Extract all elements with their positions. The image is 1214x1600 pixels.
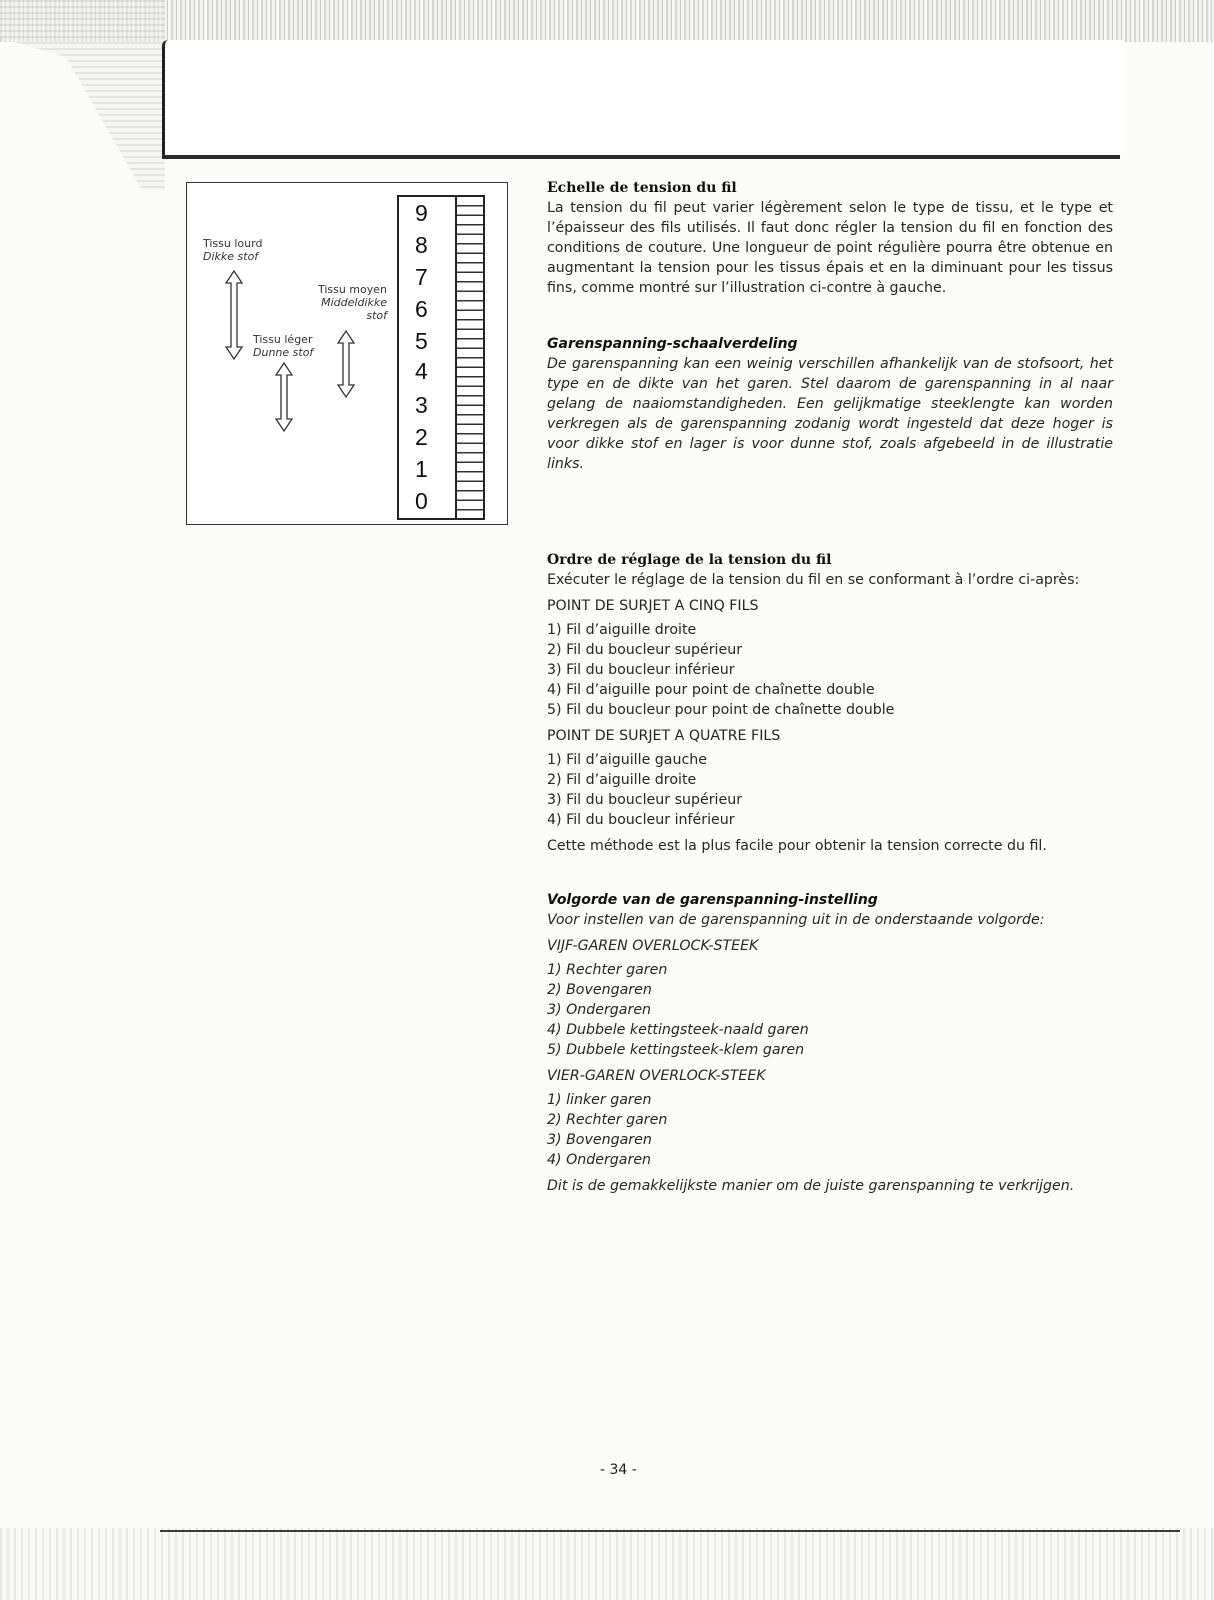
label-light-fabric (253, 333, 313, 359)
footer-rule (160, 1530, 1180, 1532)
heavy-double-arrow-icon (223, 269, 245, 361)
section-adjust-order-nl (547, 890, 1113, 1200)
list-item: 4) Fil d’aiguille pour point de chaînette double (547, 682, 875, 698)
list-item: 1) linker garen (547, 1092, 652, 1108)
list-item: 2) Bovengaren (547, 982, 652, 998)
scale-number-1: 1 (415, 456, 428, 482)
page-number: - 34 - (600, 1462, 637, 1478)
light-double-arrow-icon (273, 361, 295, 433)
label-medium-nl-1: Middeldikke (321, 296, 387, 309)
scale-number-3: 3 (415, 392, 428, 418)
scale-number-8: 8 (415, 232, 428, 258)
section-heading: Echelle de tension du fil (547, 180, 737, 196)
five-thread-heading: POINT DE SURJET A CINQ FILS (547, 598, 759, 614)
scale-number-5: 5 (415, 328, 428, 354)
tension-dial-scale (397, 195, 485, 520)
four-thread-list (547, 750, 1113, 830)
five-thread-list (547, 960, 1113, 1060)
label-heavy-fr: Tissu lourd (203, 237, 263, 250)
tension-scale-figure (186, 182, 508, 525)
section-outro: Dit is de gemakkelijkste manier om de juiste garenspanning te verkrijgen. (547, 1178, 1075, 1194)
list-item: 3) Bovengaren (547, 1132, 652, 1148)
scan-noise-bottom (0, 1528, 1214, 1600)
section-intro: Voor instellen van de garenspanning uit in de onderstaande volgorde: (547, 912, 1045, 928)
list-item: 2) Fil d’aiguille droite (547, 772, 697, 788)
section-tension-scale-fr (547, 178, 1113, 298)
four-thread-heading: VIER-GAREN OVERLOCK-STEEK (547, 1068, 766, 1084)
scale-number-6: 6 (415, 296, 428, 322)
list-item: 2) Fil du boucleur supérieur (547, 642, 743, 658)
list-item: 5) Dubbele kettingsteek-klem garen (547, 1042, 805, 1058)
list-item: 3) Fil du boucleur inférieur (547, 662, 735, 678)
scale-number-9: 9 (415, 200, 428, 226)
label-light-nl: Dunne stof (253, 346, 314, 359)
section-heading: Ordre de réglage de la tension du fil (547, 552, 832, 568)
label-heavy-nl: Dikke stof (203, 250, 259, 263)
label-heavy-fabric (203, 237, 262, 263)
list-item: 2) Rechter garen (547, 1112, 668, 1128)
list-item: 1) Fil d’aiguille gauche (547, 752, 708, 768)
header-panel (162, 40, 1123, 155)
scale-number-7: 7 (415, 264, 428, 290)
scale-number-2: 2 (415, 424, 428, 450)
list-item: 4) Fil du boucleur inférieur (547, 812, 735, 828)
five-thread-list (547, 620, 1113, 720)
label-light-fr: Tissu léger (253, 333, 313, 346)
four-thread-list (547, 1090, 1113, 1170)
scale-number-4: 4 (415, 358, 428, 384)
section-adjust-order-fr (547, 550, 1113, 860)
list-item: 1) Fil d’aiguille droite (547, 622, 697, 638)
list-item: 1) Rechter garen (547, 962, 668, 978)
section-tension-scale-nl (547, 334, 1113, 474)
scan-noise-top (0, 0, 1214, 42)
label-medium-fr: Tissu moyen (317, 283, 387, 296)
section-heading: Garenspanning-schaalverdeling (547, 336, 798, 352)
section-outro: Cette méthode est la plus facile pour obtenir la tension correcte du fil. (547, 838, 1047, 854)
five-thread-heading: VIJF-GAREN OVERLOCK-STEEK (547, 938, 759, 954)
scale-tick-bar (455, 197, 483, 518)
section-body: De garenspanning kan een weinig verschillen afhankelijk van de stofsoort, het type en de dikte van het garen. Stel daarom de garenspanning in al naar gelang de naaiomstandigheden. Een gelijkmatige steeklengte kan worden verkregen als de garenspanning zodanig wordt ingesteld dat deze hoger is voor dikke stof en lager is voor dunne stof, zoals afgebeeld in de illustratie links. (547, 356, 1113, 472)
scale-number-0: 0 (415, 488, 428, 514)
list-item: 5) Fil du boucleur pour point de chaînette double (547, 702, 895, 718)
label-medium-nl-2: stof (366, 309, 387, 322)
list-item: 3) Fil du boucleur supérieur (547, 792, 743, 808)
section-intro: Exécuter le réglage de la tension du fil en se conformant à l’ordre ci-après: (547, 572, 1080, 588)
list-item: 4) Dubbele kettingsteek-naald garen (547, 1022, 809, 1038)
four-thread-heading: POINT DE SURJET A QUATRE FILS (547, 728, 781, 744)
scan-noise-left (0, 0, 165, 190)
section-heading: Volgorde van de garenspanning-instelling (547, 892, 878, 908)
label-medium-fabric (305, 283, 387, 322)
header-rule (162, 155, 1120, 159)
section-body: La tension du fil peut varier légèrement selon le type de tissu, et le type et l’épaisseur des fils utilisés. Il faut donc régler la tension du fil en fonction des conditions de couture. Une longueur de point régulière pourra être obtenue en augmentant la tension pour les tissus épais et en la diminuant pour les tissus fins, comme montré sur l’illustration ci-contre à gauche. (547, 200, 1113, 296)
list-item: 4) Ondergaren (547, 1152, 652, 1168)
medium-double-arrow-icon (335, 329, 357, 399)
list-item: 3) Ondergaren (547, 1002, 652, 1018)
